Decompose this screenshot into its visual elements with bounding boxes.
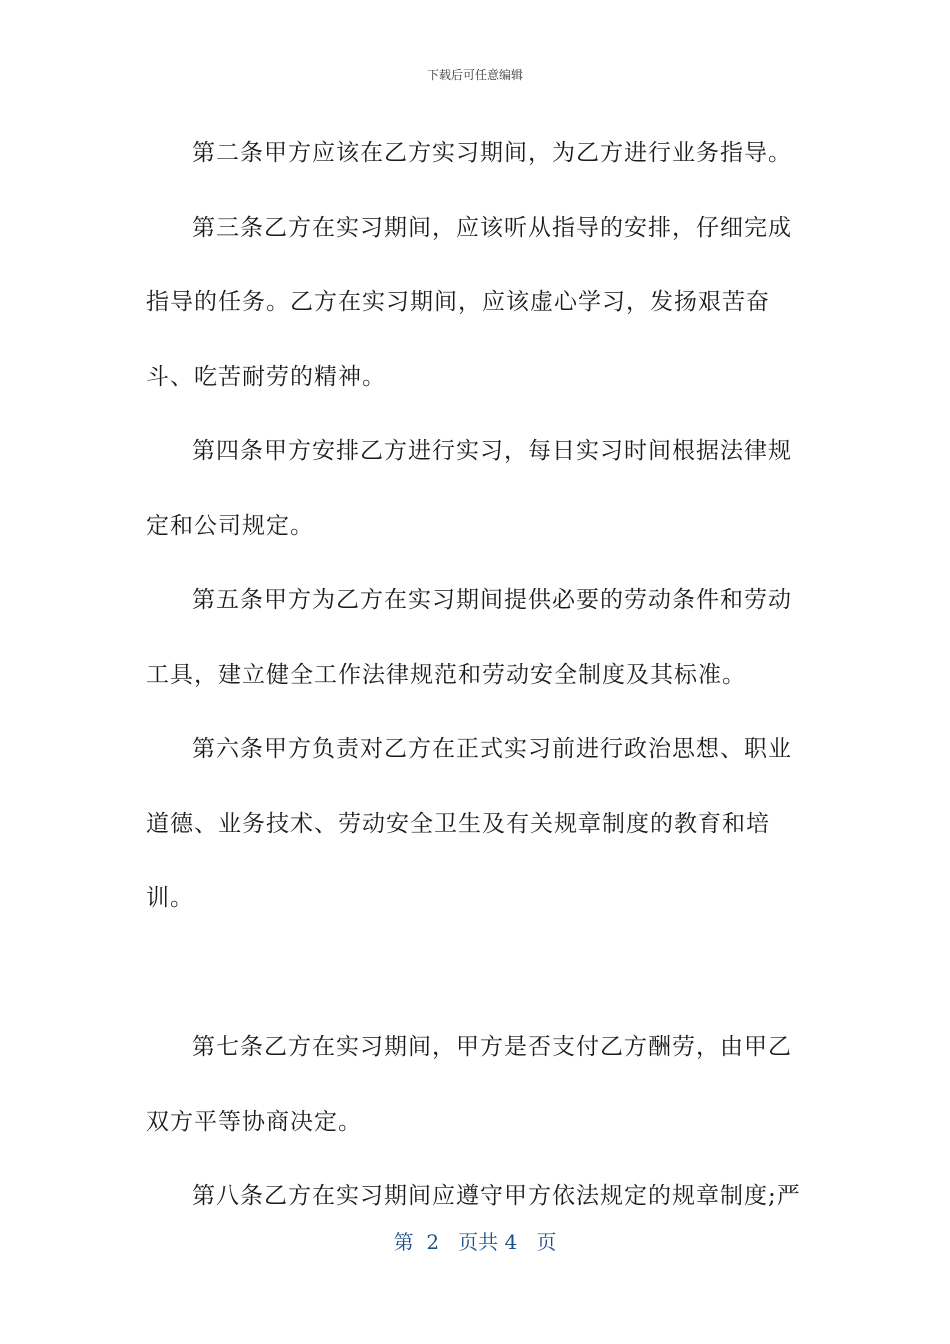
- page-header: 下载后可任意编辑: [426, 68, 523, 82]
- article-4-paragraph: 第四条甲方安排乙方进行实习，每日实习时间根据法律规定和公司规定。: [146, 438, 792, 539]
- article-5-paragraph: 第五条甲方为乙方在实习期间提供必要的劳动条件和劳动工具，建立健全工作法律规范和劳动安全制度及其标准。: [146, 587, 792, 688]
- article-2-paragraph: 第二条甲方应该在乙方实习期间，为乙方进行业务指导。: [192, 140, 792, 166]
- article-3-paragraph: 第三条乙方在实习期间，应该听从指导的安排，仔细完成指导的任务。乙方在实习期间，应该虚心学习，发扬艰苦奋斗、吃苦耐劳的精神。: [146, 214, 792, 390]
- article-7-paragraph: 第七条乙方在实习期间，甲方是否支付乙方酬劳，由甲乙双方平等协商决定。: [146, 1034, 792, 1135]
- article-8-paragraph: 第八条乙方在实习期间应遵守甲方依法规定的规章制度;严: [192, 1183, 801, 1209]
- document-body: [146, 116, 814, 1234]
- article-6-paragraph: 第六条甲方负责对乙方在正式实习前进行政治思想、职业道德、业务技术、劳动安全卫生及有关规章制度的教育和培训。: [146, 736, 792, 911]
- page-number-footer: 第 2 页共 4 页: [393, 1230, 557, 1254]
